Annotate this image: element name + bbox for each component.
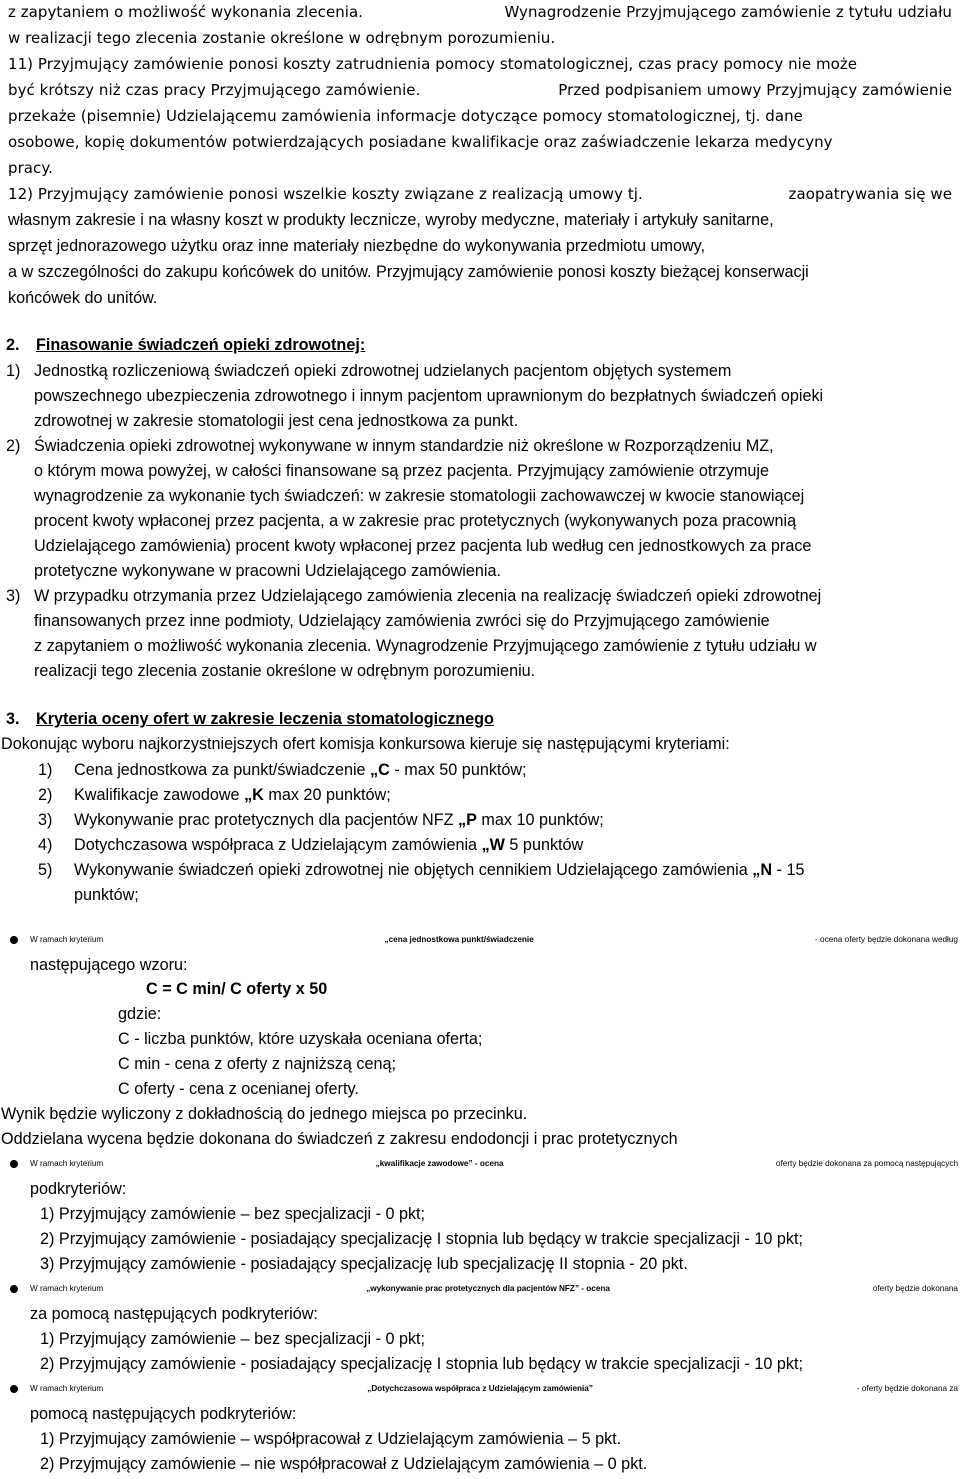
text-span: zaopatrywania się we: [788, 185, 952, 203]
text-span: oferty będzie dokonana: [870, 1284, 958, 1293]
paragraph-line: W przypadku otrzymania przez Udzielającego zamówienia zlecenia na realizację świadczeń opieki zdrowotnej: [34, 587, 822, 605]
paragraph-line: Udzielającego zamówienia) procent kwoty wpłaconej przez pacjenta lub według cen jednostkowych za prace: [34, 537, 812, 555]
list-item: 1) Przyjmujący zamówienie – bez specjalizacji - 0 pkt;: [40, 1330, 426, 1348]
section-number: 2.: [6, 336, 20, 354]
text-span: W ramach kryterium: [30, 1159, 106, 1168]
list-number: 1): [38, 761, 53, 779]
paragraph-line: [8, 184, 952, 204]
list-item: 2) Przyjmujący zamówienie - posiadający specjalizację I stopnia lub będący w trakcie specjalizacji - 10 pkt;: [40, 1355, 803, 1373]
paragraph-line: Jednostką rozliczeniową świadczeń opieki zdrowotnej udzielanych pacjentom objętych systemem: [34, 362, 732, 380]
criterion-symbol: „W: [481, 836, 505, 854]
list-number: 3): [6, 587, 21, 605]
text-span: max 20 punktów;: [263, 786, 391, 804]
list-number: 2): [38, 786, 53, 804]
paragraph-line: Wynik będzie wyliczony z dokładnością do jednego miejsca po przecinku.: [1, 1105, 528, 1123]
formula: C = C min/ C oferty x 50: [146, 980, 328, 998]
text-span: - 15: [772, 861, 805, 879]
paragraph-line: za pomocą następujących podkryteriów:: [30, 1305, 318, 1323]
criterion-item: [74, 835, 583, 855]
paragraph-line: pracy.: [8, 159, 53, 177]
bullet-item: [30, 1279, 958, 1299]
section-number: 3.: [6, 710, 20, 728]
list-item: 2) Przyjmujący zamówienie – nie współpracował z Udzielającym zamówienia – 0 pkt.: [40, 1455, 648, 1473]
criterion-symbol: „K: [244, 786, 264, 804]
paragraph-line: powszechnego ubezpieczenia zdrowotnego i innym pacjentom uprawnionym do bezpłatnych świadczeń opieki: [34, 387, 824, 405]
paragraph-line: w realizacji tego zlecenia zostanie określone w odrębnym porozumieniu.: [8, 29, 556, 47]
section-heading: Finasowanie świadczeń opieki zdrowotnej:: [36, 336, 366, 354]
paragraph-line: z zapytaniem o możliwość wykonania zlecenia. Wynagrodzenie Przyjmującego zamówienie z tytułu udziału w: [34, 637, 817, 655]
bullet-item: [30, 930, 958, 950]
paragraph-line: wynagrodzenie za wykonanie tych świadczeń: w zakresie stomatologii zachowawczej w kwocie stanowiącej: [34, 487, 805, 505]
paragraph-line: Świadczenia opieki zdrowotnej wykonywane w innym standardzie niż określone w Rozporządzeniu MZ,: [34, 437, 774, 455]
text-span: Wynagrodzenie Przyjmującego zamówienie z tytułu udziału: [504, 3, 952, 21]
text-span: - oferty będzie dokonana za: [854, 1384, 958, 1393]
text-span: 12) Przyjmujący zamówienie ponosi wszelkie koszty związane z realizacją umowy tj.: [8, 185, 643, 203]
criterion-item: [74, 860, 804, 880]
list-number: 3): [38, 811, 53, 829]
paragraph-line: Dokonując wyboru najkorzystniejszych ofert komisja konkursowa kieruje się następującymi kryteriami:: [1, 735, 730, 753]
text-span: max 10 punktów;: [476, 811, 604, 829]
paragraph-line: protetyczne wykonywane w pracowni Udzielającego zamówienia.: [34, 562, 501, 580]
list-number: 4): [38, 836, 53, 854]
text-span: Wykonywanie świadczeń opieki zdrowotnej nie objętych cennikiem Udzielającego zamówienia: [74, 861, 753, 879]
paragraph-line: finansowanych przez inne podmioty, Udzielający zamówienia zwróci się do Przyjmującego zamówienie: [34, 612, 770, 630]
text-span-bold: „Dotychczasowa współpraca z Udzielającym zamówienia”: [367, 1384, 593, 1393]
paragraph-line: realizacji tego zlecenia zostanie określone w odrębnym porozumieniu.: [34, 662, 536, 680]
criterion-item: [74, 810, 604, 830]
list-item: 3) Przyjmujący zamówienie - posiadający specjalizację lub specjalizację II stopnia - 20 pkt.: [40, 1255, 688, 1273]
paragraph-line: C oferty - cena z ocenianej oferty.: [118, 1080, 359, 1098]
paragraph-line: sprzęt jednorazowego użytku oraz inne materiały niezbędne do wykonywania przedmiotu umowy,: [8, 237, 706, 255]
text-span: - ocena oferty będzie dokonana według: [812, 935, 958, 944]
text-span: - max 50 punktów;: [389, 761, 527, 779]
list-item: 1) Przyjmujący zamówienie – współpracował z Udzielającym zamówienia – 5 pkt.: [40, 1430, 622, 1448]
list-item: 1) Przyjmujący zamówienie – bez specjalizacji - 0 pkt;: [40, 1205, 426, 1223]
paragraph-line: C - liczba punktów, które uzyskała oceniana oferta;: [118, 1030, 483, 1048]
bullet-icon: [10, 1385, 18, 1393]
text-span: z zapytaniem o możliwość wykonania zlecenia.: [8, 3, 364, 21]
paragraph-line: a w szczególności do zakupu końcówek do unitów. Przyjmujący zamówienie ponosi koszty bieżącej konserwacji: [8, 263, 809, 281]
paragraph-line: [8, 2, 952, 22]
text-span: być krótszy niż czas pracy Przyjmującego zamówienie.: [8, 81, 421, 99]
text-span-bold: „cena jednostkowa punkt/świadczenie: [384, 935, 534, 944]
text-span: Cena jednostkowa za punkt/świadczenie: [74, 761, 371, 779]
text-span: W ramach kryterium: [30, 935, 106, 944]
paragraph-line: procent kwoty wpłaconej przez pacjenta, a w zakresie prac protetycznych (wykonywanych poza pracownią: [34, 512, 797, 530]
criterion-symbol: „N: [752, 861, 773, 879]
paragraph-line: o którym mowa powyżej, w całości finansowane są przez pacjenta. Przyjmujący zamówienie otrzymuje: [34, 462, 770, 480]
paragraph-line: następującego wzoru:: [30, 956, 188, 974]
criterion-symbol: „P: [458, 811, 477, 829]
paragraph-line: przekaże (pisemnie) Udzielającemu zamówienia informacje dotyczące pomocy stomatologicznej, tj. dane: [8, 107, 803, 125]
paragraph-line: 11) Przyjmujący zamówienie ponosi koszty zatrudnienia pomocy stomatologicznej, czas pracy pomocy nie może: [8, 55, 858, 73]
paragraph-line: własnym zakresie i na własny koszt w produkty lecznicze, wyroby medyczne, materiały i artykuły sanitarne,: [8, 211, 774, 229]
paragraph-line: podkryteriów:: [30, 1180, 127, 1198]
list-number: 1): [6, 362, 21, 380]
text-span: Dotychczasowa współpraca z Udzielającym zamówienia: [74, 836, 482, 854]
list-item: 2) Przyjmujący zamówienie - posiadający specjalizację I stopnia lub będący w trakcie specjalizacji - 10 pkt;: [40, 1230, 803, 1248]
text-span: oferty będzie dokonana za pomocą następujących: [773, 1159, 958, 1168]
section-heading: Kryteria oceny ofert w zakresie leczenia stomatologicznego: [36, 710, 494, 728]
bullet-icon: [10, 1285, 18, 1293]
text-span-bold: „kwalifikacje zawodowe” - ocena: [375, 1159, 504, 1168]
list-number: 5): [38, 861, 53, 879]
list-number: 2): [6, 437, 21, 455]
paragraph-line: Oddzielana wycena będzie dokonana do świadczeń z zakresu endodoncji i prac protetycznych: [1, 1130, 678, 1148]
text-span: W ramach kryterium: [30, 1384, 106, 1393]
paragraph-line: końcówek do unitów.: [8, 289, 158, 307]
criterion-item: [74, 785, 391, 805]
criterion-item: [74, 760, 527, 780]
text-span: Wykonywanie prac protetycznych dla pacjentów NFZ: [74, 811, 459, 829]
paragraph-line: [8, 80, 952, 100]
bullet-icon: [10, 936, 18, 944]
bullet-item: [30, 1379, 958, 1399]
paragraph-line: zdrowotnej w zakresie stomatologii jest cena jednostkowa za punkt.: [34, 412, 519, 430]
text-span: W ramach kryterium: [30, 1284, 106, 1293]
text-span: Kwalifikacje zawodowe: [74, 786, 245, 804]
criterion-symbol: „C: [370, 761, 390, 779]
bullet-item: [30, 1154, 958, 1174]
paragraph-line: pomocą następujących podkryteriów:: [30, 1405, 297, 1423]
text-span-bold: „wykonywanie prac protetycznych dla pacjentów NFZ” - ocena: [366, 1284, 610, 1293]
text-span: 5 punktów: [504, 836, 584, 854]
paragraph-line: gdzie:: [118, 1005, 162, 1023]
paragraph-line: punktów;: [74, 886, 139, 904]
paragraph-line: C min - cena z oferty z najniższą ceną;: [118, 1055, 397, 1073]
text-span: Przed podpisaniem umowy Przyjmujący zamówienie: [558, 81, 952, 99]
bullet-icon: [10, 1160, 18, 1168]
paragraph-line: osobowe, kopię dokumentów potwierdzających posiadane kwalifikacje oraz zaświadczenie lekarza medycyny: [8, 133, 833, 151]
